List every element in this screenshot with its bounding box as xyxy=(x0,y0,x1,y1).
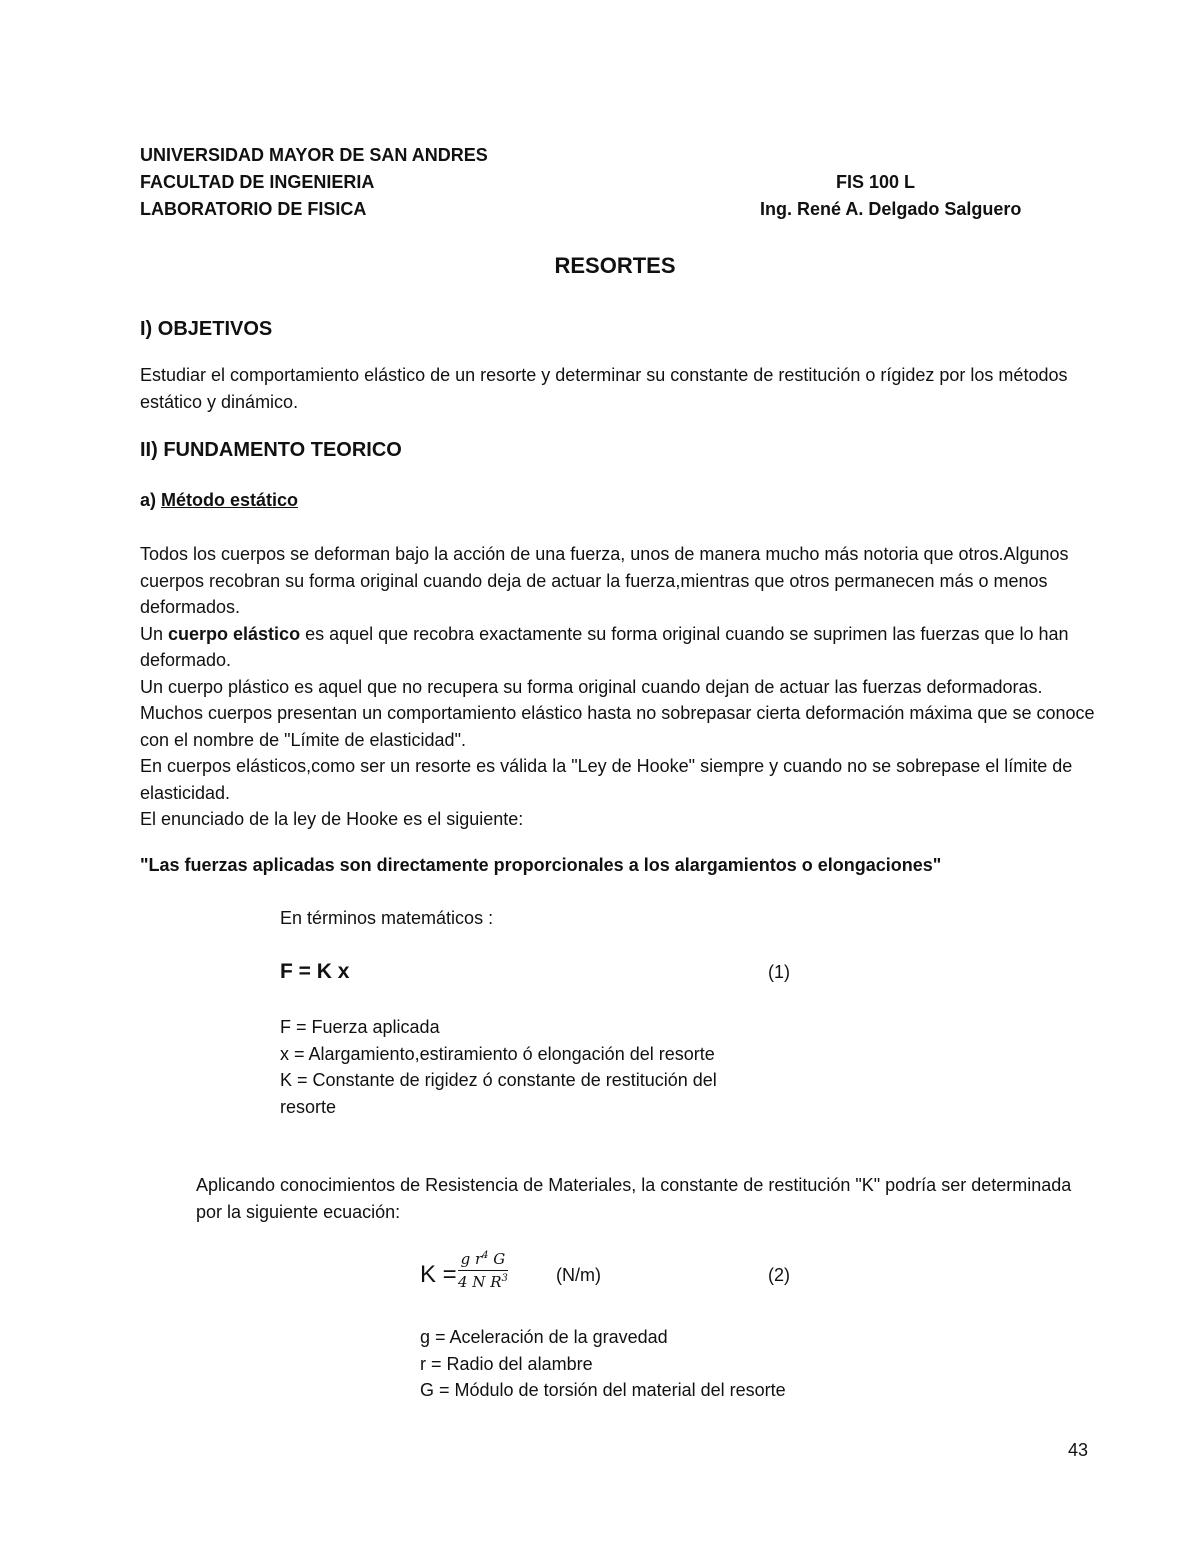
paragraph-3: Un cuerpo plástico es aquel que no recupera su forma original cuando dejan de actuar las fuerzas deformadoras. Muchos cuerpos presentan un comportamiento elástico hasta no sobrepasar cierta deformación máxima que se conoce con el nombre de "Límite de elasticidad". xyxy=(140,676,1095,750)
body-paragraphs xyxy=(140,541,1100,833)
equation-2-lhs: K = xyxy=(420,1261,457,1288)
denominator-exponent: 3 xyxy=(501,1273,508,1284)
numerator-exponent: 4 xyxy=(482,1250,489,1261)
paragraph-2-start: Un xyxy=(140,623,169,644)
definition-G: G = Módulo de torsión del material del resorte xyxy=(420,1380,786,1400)
subsection-title: Método estático xyxy=(161,490,299,510)
section-fundamento-heading: II) FUNDAMENTO TEORICO xyxy=(140,439,402,461)
equation-2-unit: (N/m) xyxy=(556,1265,601,1285)
page-title: RESORTES xyxy=(554,253,676,278)
header-laboratory: LABORATORIO DE FISICA xyxy=(140,199,367,219)
definition-x: x = Alargamiento,estiramiento ó elongación del resorte xyxy=(280,1043,715,1064)
page-number: 43 xyxy=(1068,1440,1089,1460)
paragraph-2-end: es aquel que recobra exactamente su forma original cuando se suprimen las fuerzas que lo han deformado. xyxy=(140,623,1069,670)
denominator-4NR: 4 N R xyxy=(458,1273,502,1291)
subsection-prefix: a) xyxy=(140,490,162,510)
equation-2-denominator xyxy=(458,1271,508,1291)
objetivos-text: Estudiar el comportamiento elástico de un resorte y determinar su constante de restitución o rígidez por los métodos estático y dinámico. xyxy=(140,365,1068,412)
paragraph-6: Aplicando conocimientos de Resistencia de Materiales, la constante de restitución "K" podría ser determinada por la siguiente ecuación: xyxy=(196,1175,1072,1222)
numerator-G: G xyxy=(488,1250,506,1268)
equation-1: F = K x xyxy=(280,960,350,983)
header-faculty: FACULTAD DE INGENIERIA xyxy=(140,172,375,192)
definition-F: F = Fuerza aplicada xyxy=(280,1017,440,1037)
paragraph-2-bold: cuerpo elástico xyxy=(168,623,301,644)
numerator-gr: g r xyxy=(460,1250,483,1268)
definition-K: K = Constante de rigidez ó constante de restitución del resorte xyxy=(280,1070,717,1117)
equation-2-number: (2) xyxy=(768,1265,790,1285)
hooke-law-statement: "Las fuerzas aplicadas son directamente proporcionales a los alargamientos o elongaciones" xyxy=(140,855,942,875)
equation-1-definitions xyxy=(280,1014,720,1120)
header-instructor: Ing. René A. Delgado Salguero xyxy=(760,199,1022,219)
definition-r: r = Radio del alambre xyxy=(420,1353,593,1374)
subsection-heading xyxy=(140,490,298,511)
header-course: FIS 100 L xyxy=(836,172,916,192)
equation-1-number: (1) xyxy=(768,962,790,982)
definition-g: g = Aceleración de la gravedad xyxy=(420,1327,668,1347)
math-intro: En términos matemáticos : xyxy=(280,908,494,928)
paragraph-4: En cuerpos elásticos,como ser un resorte es válida la "Ley de Hooke" siempre y cuando no se sobrepase el límite de elasticidad. xyxy=(140,756,1073,803)
paragraph-2 xyxy=(140,621,1100,674)
paragraph-5: El enunciado de la ley de Hooke es el siguiente: xyxy=(140,809,524,829)
equation-2-definitions xyxy=(420,1324,980,1404)
equation-2-numerator xyxy=(458,1250,508,1271)
paragraph-1: Todos los cuerpos se deforman bajo la acción de una fuerza, unos de manera mucho más notoria que otros.Algunos cuerpos recobran su forma original cuando deja de actuar la fuerza,mientras que otros permanecen más o menos deformados. xyxy=(140,544,1069,617)
equation-2-fraction xyxy=(458,1250,508,1291)
section-objetivos-heading: I) OBJETIVOS xyxy=(140,318,273,340)
header-university: UNIVERSIDAD MAYOR DE SAN ANDRES xyxy=(140,145,488,165)
